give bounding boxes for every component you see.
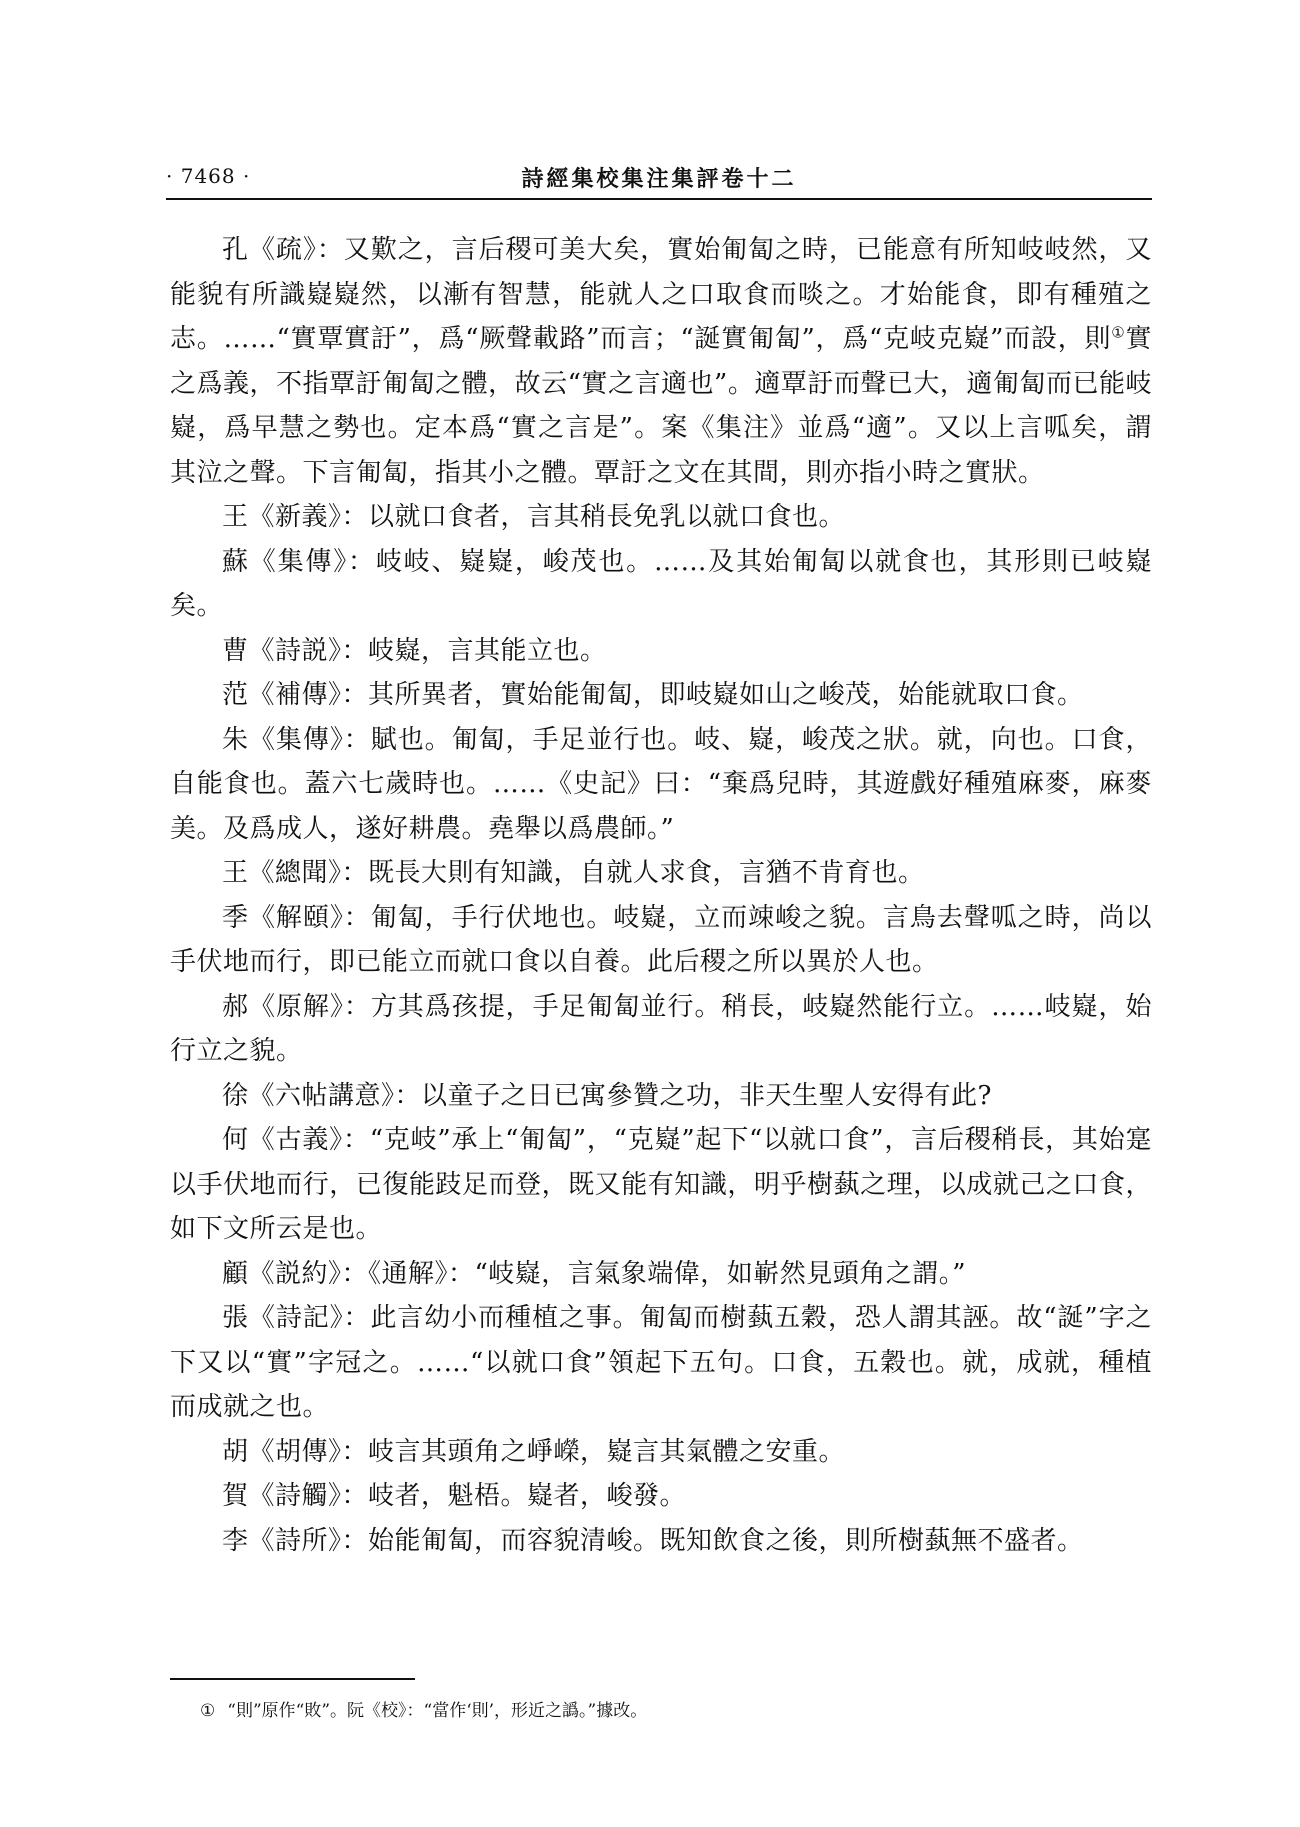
commentary-paragraph: 賀《詩觸》：岐者，魁梧。嶷者，峻發。: [222, 1481, 687, 1511]
footnote-ref: ①: [1111, 323, 1126, 342]
commentary-paragraph: 王《總聞》：既長大則有知識，自就人求食，言猶不肯育也。: [222, 858, 925, 888]
footnote-text: “則”原作“敗”。阮《校》：“當作‘則’，形近之譌。”據改。: [227, 1701, 648, 1721]
commentary-body: [170, 228, 1152, 1563]
page-number: · 7468 ·: [166, 164, 251, 188]
commentary-paragraph: 曹《詩説》：岐嶷，言其能立也。: [222, 635, 607, 666]
commentary-paragraph: 蘇《集傳》：岐岐、嶷嶷，峻茂也。……及其始匍匐以就食也，其形則已岐嶷矣。: [170, 546, 1152, 621]
footnote: [200, 1698, 1150, 1724]
commentary-paragraph: 張《詩記》：此言幼小而種植之事。匍匐而樹蓺五穀，恐人謂其誣。故“誕”字之下又以“實”字冠之。……“以就口食”領起下五句。口食，五穀也。就，成就，種植而成就之也。: [170, 1303, 1152, 1422]
commentary-paragraph: 李《詩所》：始能匍匐，而容貌清峻。既知飲食之後，則所樹蓺無不盛者。: [222, 1525, 1084, 1556]
footnote-divider: [170, 1678, 415, 1680]
paragraph-text: 實之爲義，不指覃訏匍匐之體，故云“實之言適也”。適覃訏而聲已大，適匍匐而已能岐嶷，爲早慧之勢也。定本爲“實之言是”。案《集注》並爲“適”。又以上言呱矣，謂其泣之聲。下言匍匐，指其小之體。覃訏之文在其間，則亦指小時之實狀。: [170, 324, 1152, 488]
commentary-paragraph: 郝《原解》：方其爲孩提，手足匍匐並行。稍長，岐嶷然能行立。……岐嶷，始行立之貌。: [170, 991, 1152, 1066]
commentary-paragraph-kong: [170, 228, 1152, 495]
commentary-paragraph: 朱《集傳》：賦也。匍匐，手足並行也。岐、嶷，峻茂之狀。就，向也。口食，自能食也。蓋六七歲時也。……《史記》曰：“棄爲兒時，其遊戲好種殖麻麥，麻麥美。及爲成人，遂好耕農。堯舉以爲農師。”: [170, 724, 1152, 844]
commentary-paragraph: 何《古義》：“克岐”承上“匍匐”，“克嶷”起下“以就口食”，言后稷稍長，其始寔以手伏地而行，已復能跂足而登，既又能有知識，明乎樹蓺之理，以成就己之口食，如下文所云是也。: [170, 1125, 1152, 1244]
commentary-paragraph: 胡《胡傳》：岐言其頭角之崢嶸，嶷言其氣體之安重。: [222, 1436, 846, 1467]
commentary-paragraph: 徐《六帖講意》：以童子之日已寓參贊之功，非天生聖人安得有此?: [222, 1080, 992, 1111]
commentary-paragraph: 季《解頤》：匍匐，手行伏地也。岐嶷，立而竦峻之貌。言鳥去聲呱之時，尚以手伏地而行，即已能立而就口食以自養。此后稷之所以異於人也。: [170, 902, 1152, 977]
paragraph-text: 孔《疏》：又歎之，言后稷可美大矣，實始匍匐之時，已能意有所知岐岐然，又能貌有所識嶷嶷然，以漸有智慧，能就人之口取食而啖之。才始能食，即有種殖之志。……“實覃實訏”，爲“厥聲載路”而言；“誕實匍匐”，爲“克岐克嶷”而設，則: [170, 235, 1152, 354]
header-divider: [166, 198, 1152, 200]
footnote-mark: ①: [200, 1701, 216, 1721]
commentary-paragraph: 范《補傳》：其所異者，實始能匍匐，即岐嶷如山之峻茂，始能就取口食。: [222, 680, 1084, 710]
commentary-paragraph: 王《新義》：以就口食者，言其稍長免乳以就口食也。: [222, 502, 846, 532]
commentary-paragraph: 顧《説約》：《通解》：“岐嶷，言氣象端偉，如嶄然見頭角之謂。”: [222, 1258, 967, 1289]
running-title: 詩經集校集注集評卷十二: [521, 166, 797, 192]
page-header: [166, 160, 1152, 198]
